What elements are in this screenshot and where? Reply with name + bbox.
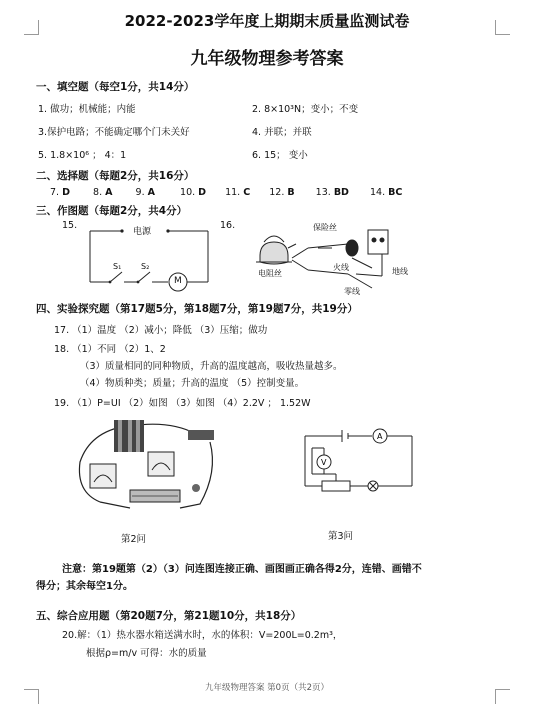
circuit-diagram-19-3 — [300, 428, 420, 510]
section-3-heading: 三、作图题（每题2分，共4分） — [36, 205, 188, 217]
answer-q20-line2: 根据ρ=m/v 可得：水的质量 — [86, 648, 207, 659]
choice-14-answer: BC — [388, 187, 403, 198]
answer-q6: 6. 15； 变小 — [252, 150, 308, 161]
choice-8-answer: A — [105, 187, 113, 198]
switch-s2-label: S₂ — [141, 262, 150, 271]
choice-9-answer: A — [147, 187, 155, 198]
svg-text:V: V — [321, 458, 327, 467]
choice-7-answer: D — [62, 187, 70, 198]
choice-12-num: 12. — [269, 187, 285, 198]
choice-12-answer: B — [287, 187, 295, 198]
answer-q4: 4. 并联；并联 — [252, 127, 312, 138]
choice-10-num: 10. — [180, 187, 196, 198]
neutral-wire-label: 零线 — [344, 287, 360, 296]
page-footer: 九年级物理答案 第0页（共2页） — [204, 683, 330, 693]
switch-s1-label: S₁ — [113, 262, 122, 271]
answer-q20-line1: 20.解：（1）热水器水箱送满水时，水的体积：V=200L=0.2m³， — [62, 630, 343, 641]
section-4-heading: 四、实验探究题（第17题5分，第18题7分，第19题7分，共19分） — [36, 303, 358, 315]
choice-13-answer: BD — [333, 187, 349, 198]
section-5-heading: 五、综合应用题（第20题7分，第21题10分，共18分） — [36, 610, 302, 622]
choice-8-num: 8. — [93, 187, 103, 198]
ground-wire-label: 地线 — [392, 267, 408, 276]
fuse-label: 保险丝 — [313, 223, 337, 232]
choice-11-answer: C — [243, 187, 251, 198]
section-1-heading: 一、填空题（每空1分，共14分） — [36, 81, 195, 93]
grading-note-line1: 注意：第19题第（2）（3）问连图连接正确、画图画正确各得2分，连错、画错不 — [62, 564, 422, 575]
choice-13-num: 13. — [315, 187, 331, 198]
experiment-apparatus-figure — [70, 412, 220, 524]
live-wire-label: 火线 — [333, 263, 349, 272]
answer-q18-line1: 18. （1）不同 （2）1、2 — [54, 344, 166, 355]
answer-q1: 1. 做功；机械能；内能 — [38, 104, 136, 115]
exam-title: 2022-2023学年度上期期末质量监测试卷 — [124, 12, 410, 30]
answer-q3: 3.保护电路；不能确定哪个门未关好 — [38, 127, 190, 138]
q15-label: 15. — [62, 220, 78, 231]
answer-q19: 19. （1）P=UI （2）如图 （3）如图 （4）2.2V ； 1.52W — [54, 398, 311, 409]
choice-answers-row — [50, 187, 402, 198]
choice-10-answer: D — [198, 187, 207, 198]
choice-7-num: 7. — [50, 187, 60, 198]
q16-label: 16. — [220, 220, 236, 231]
choice-11-num: 11. — [225, 187, 241, 198]
answer-title: 九年级物理参考答案 — [190, 49, 344, 69]
svg-text:A: A — [377, 432, 383, 441]
answer-q17: 17. （1）温度 （2）减小；降低 （3）压缩；做功 — [54, 325, 268, 336]
figure-2-caption: 第2问 — [121, 534, 147, 545]
answer-q18-line2: （3）质量相同的同种物质，升高的温度越高，吸收热量越多。 — [80, 361, 343, 372]
heater-wire-label: 电阻丝 — [258, 269, 282, 278]
figure-3-caption: 第3问 — [328, 531, 354, 542]
power-source-label: 电源 — [133, 227, 152, 237]
section-2-heading: 二、选择题（每题2分，共16分） — [36, 170, 195, 182]
choice-14-num: 14. — [369, 187, 386, 198]
answer-q18-line3: （4）物质种类；质量；升高的温度 （5）控制变量。 — [80, 378, 305, 389]
motor-label: M — [174, 276, 182, 286]
answer-q2: 2. 8×10³N；变小；不变 — [252, 104, 359, 115]
answer-q5: 5. 1.8×10⁶ ； 4：1 — [38, 150, 127, 161]
choice-9-num: 9. — [135, 187, 145, 198]
grading-note-line2: 得分；其余每空1分。 — [36, 581, 133, 592]
